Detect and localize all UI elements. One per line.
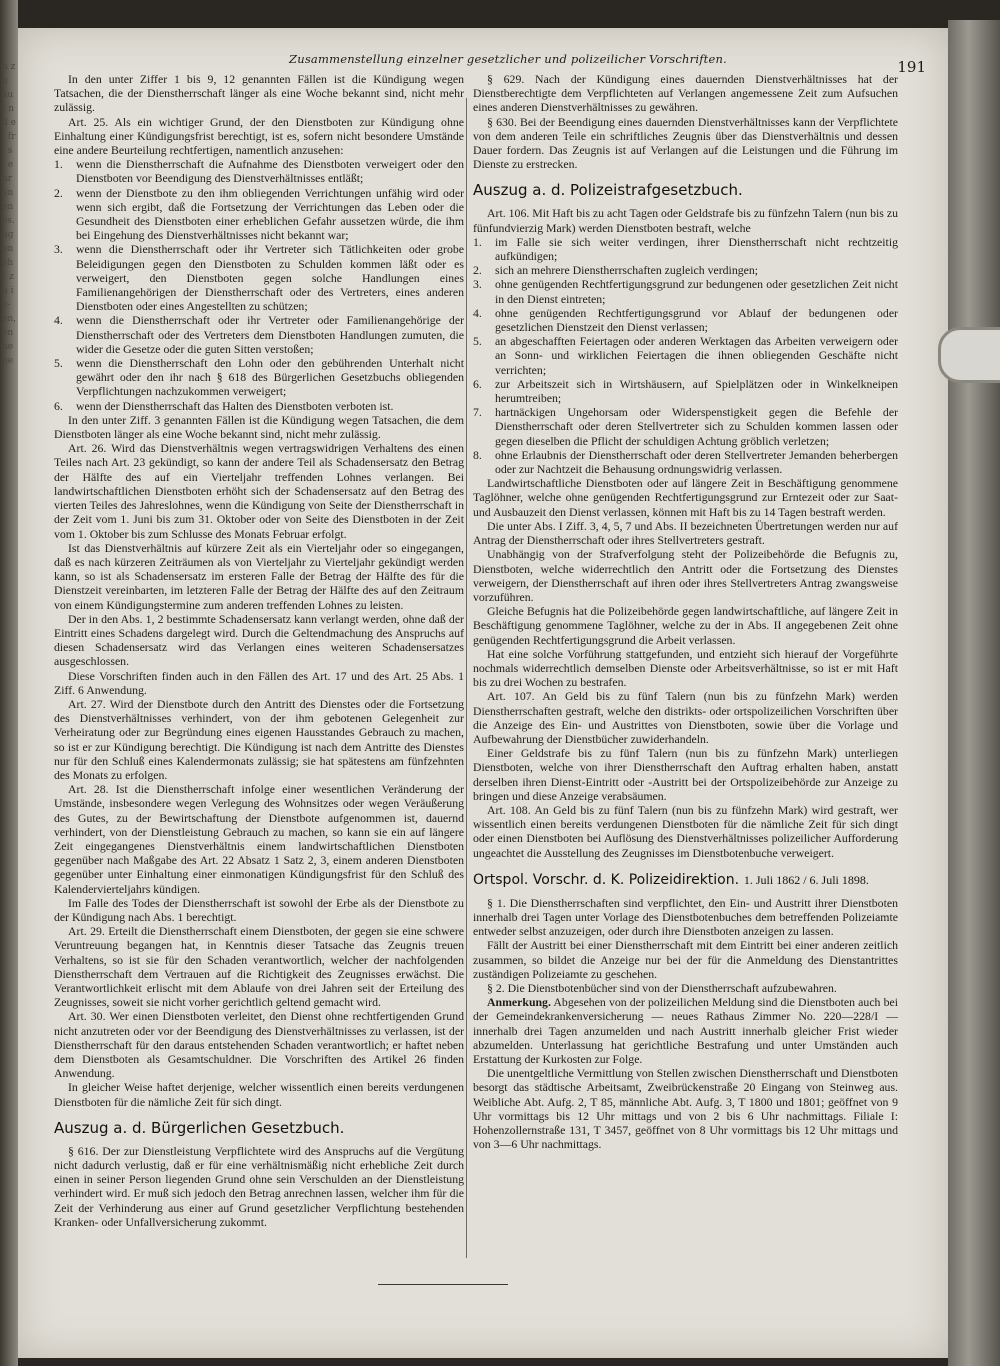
list-item [54, 399, 464, 413]
list-item [473, 263, 898, 277]
paragraph: Die unter Abs. I Ziff. 3, 4, 5, 7 und Abs. II bezeichneten Übertretungen werden nur auf Antrag der Dienstherrschaft oder ihres Stellvertreters gestraft. [473, 518, 898, 548]
list-number: 7. [473, 405, 482, 420]
running-head: Zusammenstellung einzelner gesetzlicher und polizeilicher Vorschriften. [289, 52, 727, 66]
list-text: wenn die Dienstherrschaft den Lohn oder den gebührenden Unterhalt nicht gewährt oder den ihr nach § 618 des Bürgerlichen Gesetzbuchs obliegenden Verpflichtungen nachzukommen verweigert; [76, 356, 464, 399]
paragraph: Hat eine solche Vorführung stattgefunden, und entzieht sich hierauf der Vorgeführte nochmals widerrechtlich demselben Dienste oder Arbeitsverhältnisse, so ist er mit Haft bis zu drei Wochen zu bestrafen. [473, 646, 898, 690]
paragraph: Landwirtschaftliche Dienstboten oder auf längere Zeit in Beschäftigung genommene Taglöhner, welche ohne genügenden Rechtfertigungsgrund zur Erntezeit oder zur Saat- und Ausbauzeit den Dienst verlassen, können mit Haft bis zu 14 Tagen bestraft werden. [473, 476, 898, 519]
paragraph: In gleicher Weise haftet derjenige, welcher wissentlich einen bereits verdungenen Dienstboten für die nämliche Zeit für sich dingt. [54, 1080, 464, 1109]
adjacent-page-fragment: h zu auf nd ei fr- s - ehr an en os. ug on ehr zu ie- en, en he ne [2, 62, 16, 366]
list-number: 1. [473, 234, 482, 249]
list-number: 3. [54, 242, 63, 257]
paragraph-anmerkung [473, 995, 898, 1066]
paragraph-art30: Art. 30. Wer einen Dienstboten verleitet, den Dienst ohne rechtfertigenden Grund nicht anzutreten oder vor der Beendigung des Dienstverhältnisses zu verlassen, ist der Dienstherrschaft für den daraus entstehenden Schaden verantwortlich; er haftet neben dem Dienstboten als Gesamtschuldner. Die Vorschriften des Artikel 26 finden Anwendung. [54, 1009, 464, 1081]
list-number: 5. [54, 356, 63, 371]
paragraph-art25: Art. 25. Als ein wichtiger Grund, der den Dienstboten zur Kündigung ohne Einhaltung einer Kündigungsfrist berechtigt, ist es, sofern nicht besondere Umstände eine andere Beurteilung rechtfertigen, namentlich anzusehen: [54, 114, 464, 158]
list-text: an abgeschafften Feiertagen oder anderen Werktagen das Arbeiten verweigern oder an Sonn- und wirklichen Feiertagen die ihnen obliegenden Geschäfte nicht verrichten; [495, 334, 898, 377]
paragraph-art27: Art. 27. Wird der Dienstbote durch den Antritt des Dienstes oder die Fortsetzung des Dienstverhältnisses verhindert, von der ihm gebotenen Gelegenheit zur Verheiratung oder zur Begründung eines eigenen Hausstandes Gebrauch zu machen, so ist er zur Kündigung berechtigt. Die Kündigung ist nach dem Antritte des Dienstes nur für den Schluß eines Kalendermonats zulässig; sie hat spätestens am fünfzehnten des Monats zu erfolgen. [54, 696, 464, 782]
paragraph-630: § 630. Bei der Beendigung eines dauernden Dienstverhältnisses kann der Verpflichtete von dem anderen Teile ein schriftliches Zeugnis über das Dienstverhältnis und dessen Dauer fordern. Das Zeugnis ist auf Verlangen auf die Leistungen und die Führung im Dienste zu erstrecken. [473, 114, 898, 172]
list-number: 3. [473, 277, 482, 292]
anmerkung-label: Anmerkung. [487, 995, 551, 1010]
list-text: hartnäckigen Ungehorsam oder Widerspenstigkeit gegen die Befehle der Dienstherrschaft oder deren Stellvertreter sich zu Schulden kommen lassen oder gegen dieselben die Pflicht der schuldigen Achtung gröblich verletzen; [495, 405, 898, 448]
paragraph: Fällt der Austritt bei einer Dienstherrschaft mit dem Eintritt bei einer anderen zeitlich zusammen, so bildet die Anzeige nur bei der für die Anmeldung des Dienstantrittes zuständigen Polizeiamte zu geschehen. [473, 938, 898, 981]
paragraph: Die unentgeltliche Vermittlung von Stellen zwischen Dienstherrschaft und Dienstboten besorgt das städtische Arbeitsamt, Zweibrückenstraße 20 Eingang von Steinweg aus. Weibliche Abt. Aufg. 2, T 85, männliche Abt. Aufg. 3, T 1800 und 1801; geöffnet von 9 Uhr vormittags bis 12 Uhr mittags und von 2 bis 6 Uhr nachmittags. Filiale I: Hohenzollernstraße 131, T 3457, geöffnet von 8 Uhr vormittags bis 12 Uhr mittags und von 3—6 Uhr nachmittags. [473, 1066, 898, 1152]
art25-list [54, 157, 464, 413]
heading-date: 1. Juli 1862 / 6. Juli 1898. [743, 872, 869, 887]
list-item [473, 334, 898, 377]
list-text: wenn die Dienstherrschaft die Aufnahme des Dienstboten verweigert oder den Dienstboten vor Beendigung des Dienstverhältnisses entläßt; [76, 157, 464, 186]
list-item [54, 356, 464, 399]
paragraph: Diese Vorschriften finden auch in den Fällen des Art. 17 und des Art. 25 Abs. 1 Ziff. 6 Anwendung. [54, 668, 464, 697]
paragraph: Einer Geldstrafe bis zu fünf Talern (nun bis zu fünfzehn Mark) unterliegen Dienstboten, welche von ihrer Dienstherrschaft den Auftrag erhalten haben, anstatt derselben ihren Dienst-Eintritt oder -Austritt bei der Ortspolizeibehörde zur Anzeige zu bringen und diese Anzeige verabsäumen. [473, 746, 898, 803]
paragraph-s1: § 1. Die Dienstherrschaften sind verpflichtet, den Ein- und Austritt ihrer Dienstboten innerhalb drei Tagen unter Vorlage des Dienstbotenbuches dem betreffenden Polizeiamte entweder selbst anzuzeigen, oder durch ihre Dienstboten anzeigen zu lassen. [473, 895, 898, 939]
paragraph: In den unter Ziff. 3 genannten Fällen ist die Kündigung wegen Tatsachen, die dem Dienstboten länger als eine Woche bekannt sind, nicht mehr zulässig. [54, 412, 464, 442]
list-text: ohne genügenden Rechtfertigungsgrund vor Ablauf der bedungenen oder gesetzlichen Dienstzeit den Dienst verlassen; [495, 305, 898, 335]
page-number: 191 [897, 58, 926, 76]
list-item [54, 186, 464, 243]
list-number: 5. [473, 334, 482, 349]
heading-title: Ortspol. Vorschr. d. K. Polizeidirektion. [473, 871, 740, 888]
list-number: 6. [54, 398, 63, 413]
paragraph-art107: Art. 107. An Geld bis zu fünf Talern (nun bis zu fünfzehn Mark) werden Dienstherrschaften gestraft, welche den distrikts- oder ortspolizeilichen Vorschriften über die Anzeige des Ein- und Austrittes von Dienstboten, sowie über die Vorlage und Aufbewahrung der Dienstbücher zuwiderhandeln. [473, 689, 898, 746]
paragraph-616: § 616. Der zur Dienstleistung Verpflichtete wird des Anspruchs auf die Vergütung nicht dadurch verlustig, daß er für eine verhältnismäßig nicht erhebliche Zeit durch einen in seiner Person liegenden Grund ohne sein Verschulden an der Dienstleistung verhindert wird. Er muß sich jedoch den Betrag anrechnen lassen, welcher ihm für die Zeit der Verhinderung aus einer auf Grund gesetzlicher Verpflichtung bestehenden Kranken- oder Unfallversicherung zukommt. [54, 1143, 464, 1229]
paragraph-art28: Art. 28. Ist die Dienstherrschaft infolge einer wesentlichen Veränderung der Umstände, insbesondere wegen Verlegung des Wohnsitzes oder wegen Veräußerung des Gutes, zu der Bewirtschaftung der Dienstbote aufgenommen ist, dauernd verhindert, von der Dienstleistung Gebrauch zu machen, so kann sie ein auf längere Zeit eingegangenes Dienstverhältnis einem landwirtschaftlichen Dienstboten gegenüber nach Maßgabe des Art. 22 Absatz 1 Satz 2, 3, einem anderen Dienstboten gegenüber unter Einhaltung einer einmonatigen Kündigungsfrist für den Schluß des Kalendervierteljahrs kündigen. [54, 782, 464, 896]
right-column [473, 72, 898, 1312]
paragraph-629: § 629. Nach der Kündigung eines dauernden Dienstverhältnisses hat der Dienstberechtigte dem Verpflichteten auf Verlangen angemessene Zeit zum Aufsuchen eines anderen Dienstverhältnisses zu gewähren. [473, 72, 898, 115]
list-item [473, 405, 898, 448]
anmerkung-text: Abgesehen von der polizeilichen Meldung sind die Dienstboten auch bei der Gemeindekrankenversicherung — neues Rathaus Zimmer No. 220—228/I — innerhalb drei Tagen anzumelden und nach Austritt innerhalb gleicher Frist wieder abzumelden. Unterlassung hat gerichtliche Bestrafung und unter Umständen auch Erstattung der Kurkosten zur Folge. [473, 995, 898, 1066]
list-number: 8. [473, 447, 482, 462]
list-text: zur Arbeitszeit sich in Wirtshäusern, auf Spielplätzen oder in Winkelkneipen herumtreiben; [495, 376, 898, 406]
list-text: im Falle sie sich weiter verdingen, ihrer Dienstherrschaft nicht rechtzeitig aufkündigen; [495, 234, 898, 264]
paragraph: Gleiche Befugnis hat die Polizeibehörde gegen landwirtschaftliche, auf längere Zeit in Beschäftigung genommene Taglöhner, welche zu der in Abs. II angegebenen Zeit ohne genügenden Rechtfertigungsgrund die Arbeit verlassen. [473, 604, 898, 647]
list-text: wenn die Dienstherrschaft oder ihr Vertreter sich Tätlichkeiten oder grobe Beleidigungen gegen den Dienstboten zu Schulden kommen läßt oder es verweigert, den Dienstboten gegen solche Handlungen eines Familienangehörigen der Dienstherrschaft oder des Vertreters, eines anderen Dienstboten oder eines Angestellten zu schützen; [76, 242, 464, 314]
book-page [18, 28, 948, 1358]
art106-list [473, 235, 898, 476]
list-number: 6. [473, 376, 482, 391]
list-item [473, 235, 898, 263]
paragraph-art29: Art. 29. Erteilt die Dienstherrschaft einem Dienstboten, der gegen sie eine schwere Veruntreuung begangen hat, in Kenntnis dieser Tatsache das Zeugnis treuen Verhaltens, so ist sie für den Schaden verantwortlich, welcher der nachfolgenden Dienstherrschaft dem Vertrauen auf die Richtigkeit des Zeugnisses erwächst. Die Verantwortlichkeit erlischt mit dem Ablaufe von drei Jahren seit der Erteilung des Zeugnisses, soweit sie nicht vorher gerichtlich geltend gemacht wird. [54, 924, 464, 1010]
paragraph-art26: Art. 26. Wird das Dienstverhältnis wegen vertragswidrigen Verhaltens des einen Teiles nach Art. 23 gekündigt, so kann der andere Teil als Schadensersatz den Betrag der Hälfte des auf ein Vierteljahr treffenden Lohnes verlangen. Bei landwirtschaftlichen Dienstboten erhöht sich der Schadensersatz auf den Betrag des vierten Teiles des Jahreslohnes, wenn die Kündigung von Seite der Dienstherrschaft in der Zeit vom 1. Juni bis zum 31. Oktober oder von Seite des Dienstboten in der Zeit vom 1. Oktober bis zum Schlusse des Monats Februar erfolgt. [54, 441, 464, 541]
paragraph-art108: Art. 108. An Geld bis zu fünf Talern (nun bis zu fünfzehn Mark) wird gestraft, wer wissentlich einen bereits verdungenen Dienstboten für die nämliche Zeit für sich dingt oder einen Dienstboten bei Auflösung des Dienstverhältnisses polizeilicher Aufforderung ungeachtet die Ausstellung des Zeugnisses im Dienstbotenbuche verweigert. [473, 802, 898, 860]
list-text: ohne genügenden Rechtfertigungsgrund zur bedungenen oder gesetzlichen Zeit nicht in den Dienst eintreten; [495, 277, 898, 306]
list-item [54, 242, 464, 313]
list-item [473, 306, 898, 334]
list-number: 4. [473, 305, 482, 320]
list-text: wenn der Dienstherrschaft das Halten des Dienstboten verboten ist. [76, 398, 394, 413]
paragraph-art106: Art. 106. Mit Haft bis zu acht Tagen oder Geldstrafe bis zu fünfzehn Talern (nun bis zu fünfundvierzig Mark) werden Dienstboten bestraft, welche [473, 206, 898, 235]
list-item [473, 448, 898, 476]
paragraph: Der in den Abs. 1, 2 bestimmte Schadensersatz kann verlangt werden, ohne daß der Eintritt eines Schadens dargelegt wird. Durch die Geltendmachung des Anspruchs auf diesen Schadensersatz wird das Verlangen eines weiteren Schadensersatzes ausgeschlossen. [54, 611, 464, 669]
paragraph-s2: § 2. Die Dienstbotenbücher sind von der Dienstherrschaft aufzubewahren. [487, 980, 837, 995]
left-column [54, 72, 464, 1312]
paragraph: Ist das Dienstverhältnis auf kürzere Zeit als ein Vierteljahr oder so eingegangen, daß es nach kürzeren Zeiträumen als von Vierteljahr zu Vierteljahr gekündigt werden kann, so ist als Schadensersatz im ersteren Falle der Betrag der Hälfte des für die Dienstzeit vereinbarten, im letzteren Falle der Betrag der Hälfte des auf den Zeitraum von einem Kündigungstermine zum anderen treffenden Lohnes zu leisten. [54, 540, 464, 612]
section-heading-polizeistrafgesetzbuch: Auszug a. d. Polizeistrafgesetzbuch. [473, 181, 743, 200]
list-text: wenn der Dienstbote zu den ihm obliegenden Verrichtungen unfähig wird oder wenn sich ergibt, daß die Fortsetzung der Verrichtungen das Leben oder die Gesundheit des Dienstboten einer erheblichen Gefahr aussetzen würde, die ihm bei Eingehung des Dienstverhältnisses nicht bekannt war; [76, 185, 464, 243]
list-item [473, 377, 898, 405]
paragraph: In den unter Ziffer 1 bis 9, 12 genannten Fällen ist die Kündigung wegen Tatsachen, die der Dienstherrschaft länger als eine Woche bekannt sind, nicht mehr zulässig. [54, 72, 464, 115]
paragraph: Unabhängig von der Strafverfolgung steht der Polizeibehörde die Befugnis zu, Dienstboten, welche widerrechtlich den Antritt oder die Fortsetzung des Dienstes verweigern, der Dienstherrschaft auf ihren oder ihres Stellvertreters Antrag zwangsweise vorzuführen. [473, 547, 898, 604]
list-text: ohne Erlaubnis der Dienstherrschaft oder deren Stellvertreter Jemanden beherbergen oder zur Nachtzeit die Behausung ordnungswidrig verlassen. [495, 447, 898, 477]
page-fore-edge [948, 20, 1000, 1366]
list-item [54, 313, 464, 356]
list-number: 2. [473, 263, 482, 278]
list-item [54, 157, 464, 185]
page-tab-marker [938, 327, 1000, 383]
section-heading-bgb: Auszug a. d. Bürgerlichen Gesetzbuch. [54, 1118, 345, 1137]
paragraph: Im Falle des Todes der Dienstherrschaft ist sowohl der Erbe als der Dienstbote zu der Kündigung nach Abs. 1 berechtigt. [54, 895, 464, 924]
section-heading-ortspolizei [473, 869, 898, 890]
book-binding [0, 0, 18, 1366]
list-number: 2. [54, 185, 63, 200]
list-text: wenn die Dienstherrschaft oder ihr Vertreter oder Familienangehörige der Dienstherrschaft oder des Vertreters dem Dienstboten Handlungen zumuten, die wider die Gesetze oder die guten Sitten verstoßen; [76, 313, 464, 356]
list-text: sich an mehrere Dienstherrschaften zugleich verdingen; [495, 263, 759, 278]
closing-rule [378, 1284, 508, 1285]
list-number: 4. [54, 313, 63, 328]
column-divider [466, 98, 467, 1258]
list-number: 1. [54, 157, 63, 172]
list-item [473, 277, 898, 305]
